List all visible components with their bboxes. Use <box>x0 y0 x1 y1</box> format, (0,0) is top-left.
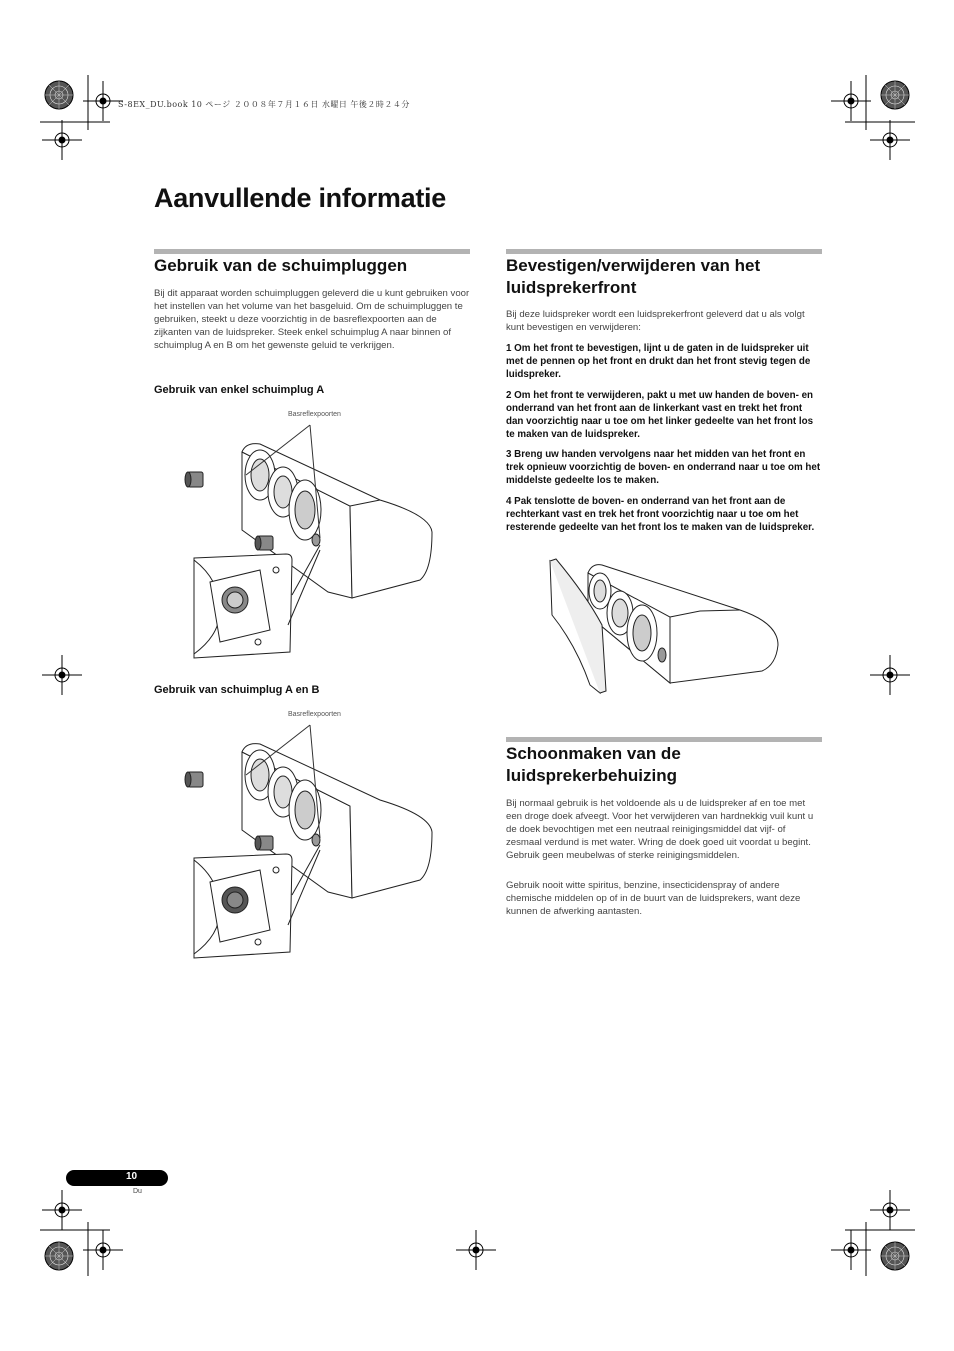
foam-plug-a-heading: Gebruik van enkel schuimplug A <box>154 384 325 396</box>
page-number-tab <box>66 1170 168 1186</box>
cleaning-paragraph-1: Bij normaal gebruik is het voldoende als u de luidspreker af en toe met een droge doek afveegt. Voor het verwijderen van hardnekkig vuil kunt u de doek bevochtigen met een neutraal reinigingsmiddel dat vijf- of zesmaal verdund is met water. Wring de doek goed uit voordat u begint. Gebruik geen meubelwas of sterke reinigingsmiddelen. <box>506 798 814 861</box>
page-language: Du <box>133 1188 142 1195</box>
front-step-2: 2 Om het front te verwijderen, pakt u met uw handen de boven- en onderrand van het front aan de linkerkant vast en trekt het front dan voorzichtig naar u toe om het linker gedeelte van het front los te maken van de luidspreker. <box>506 390 814 440</box>
front-grille-illustration <box>540 555 785 695</box>
foam-plug-ab-heading: Gebruik van schuimplug A en B <box>154 684 320 696</box>
front-grille-intro: Bij deze luidspreker wordt een luidsprekerfront geleverd dat u als volgt kunt bevestigen en verwijderen: <box>506 309 805 333</box>
bass-reflex-caption-ab: Basreflexpoorten <box>288 711 341 718</box>
cleaning-paragraph-2: Gebruik nooit witte spiritus, benzine, insecticidenspray of andere chemische middelen op of in de buurt van de luidsprekers, want deze kunnen de afwerking aantasten. <box>506 880 801 917</box>
section-divider <box>154 249 470 254</box>
front-step-1: 1 Om het front te bevestigen, lijnt u de gaten in de luidspreker uit met de pennen op het front en drukt dan het front stevig tegen de luidspreker. <box>506 343 811 380</box>
foam-plugs-intro: Bij dit apparaat worden schuimpluggen geleverd die u kunt gebruiken voor het instellen van het volume van het basgeluid. Om de schuimpluggen te gebruiken, steekt u deze voorzichtig in de basreflexpoorten aan de zijkanten van de luidspreker. Steek enkel schuimplug A naar binnen of schuimplug A en B om het gewenste geluid te verkrijgen. <box>154 288 470 351</box>
print-header: S-8EX_DU.book 10 ページ ２００８年７月１６日 水曜日 午後２時２４分 <box>118 100 410 109</box>
front-step-3: 3 Breng uw handen vervolgens naar het midden van het front en trek opnieuw voorzichtig de boven- en onderrand naar u toe om het middelste gedeelte los te maken. <box>506 449 821 486</box>
section-divider <box>506 737 822 742</box>
foam-plug-ab-illustration <box>180 720 442 965</box>
foam-plugs-heading: Gebruik van de schuimpluggen <box>154 256 408 275</box>
section-divider <box>506 249 822 254</box>
page-title: Aanvullende informatie <box>154 183 446 213</box>
cleaning-heading: Schoonmaken van de luidsprekerbehuizing <box>506 744 681 785</box>
front-grille-heading: Bevestigen/verwijderen van het luidsprekerfront <box>506 256 761 297</box>
foam-plug-a-illustration <box>180 420 442 665</box>
front-step-4: 4 Pak tenslotte de boven- en onderrand van het front aan de rechterkant vast en trek het front voorzichtig naar u toe om het resterende gedeelte van het front los te maken van de luidspreker. <box>506 496 815 533</box>
page-number: 10 <box>126 1171 138 1182</box>
bass-reflex-caption-a: Basreflexpoorten <box>288 411 341 418</box>
